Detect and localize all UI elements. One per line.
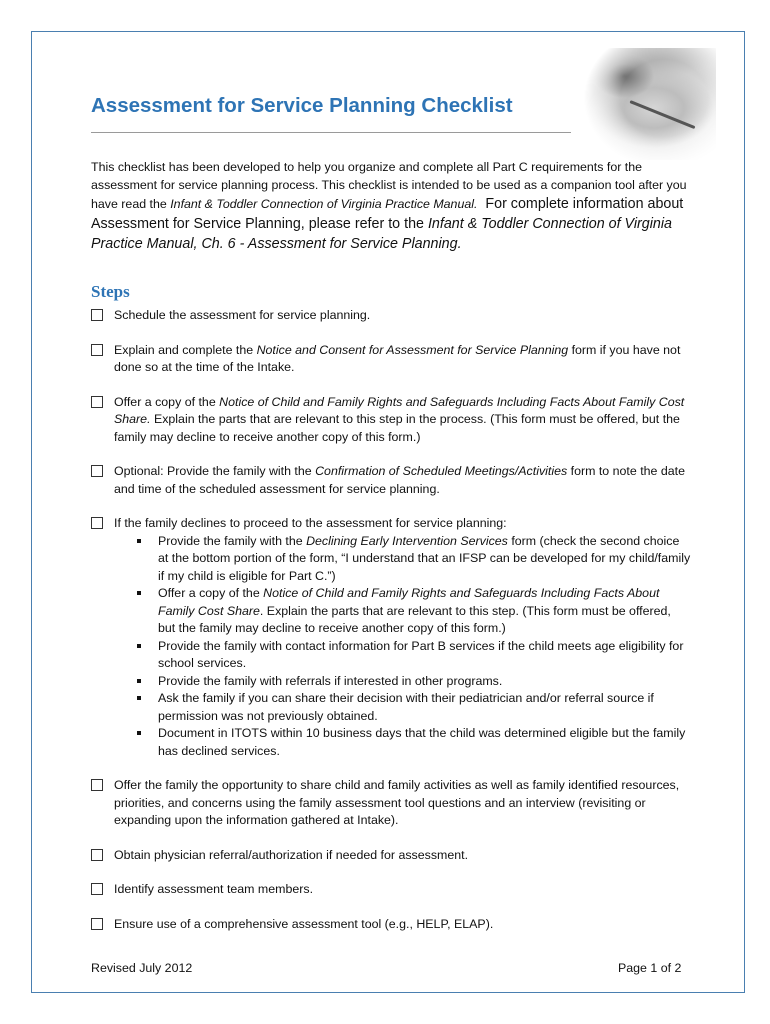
intro-manual-chapter: Infant & Toddler Connection of Virginia Practice Manual, Ch. 6 - Assessment for Service Planning. <box>91 216 672 252</box>
step-checkbox[interactable] <box>91 883 103 895</box>
intro-manual-title: Infant & Toddler Connection of Virginia Practice Manual. <box>170 197 478 211</box>
step-item <box>91 777 691 830</box>
substep-item: Provide the family with the Declining Early Intervention Services form (check the second choice at the bottom portion of the form, “I understand that an IFSP can be developed for my child/family if my child is eligible for Part C.”) <box>158 533 691 586</box>
step-text: Identify assessment team members. <box>114 882 314 896</box>
substep-item: Provide the family with referrals if interested in other programs. <box>158 673 691 691</box>
step-item <box>91 394 691 447</box>
pen-shape <box>629 100 695 129</box>
step-text: Offer a copy of the Notice of Child and Family Rights and Safeguards Including Facts About Family Cost Share. Explain the parts that are relevant to this step in the process. (This form must be offered, but the family may decline to receive another copy of this form.) <box>114 394 685 444</box>
step-text: If the family declines to proceed to the assessment for service planning: <box>114 516 507 530</box>
step-item <box>91 881 691 899</box>
step-item <box>91 515 691 760</box>
square-bullet-icon <box>137 644 141 648</box>
step-text: Ensure use of a comprehensive assessment tool (e.g., HELP, ELAP). <box>114 916 494 931</box>
step-checkbox[interactable] <box>91 309 103 321</box>
footer-revised-date: Revised July 2012 <box>91 961 193 975</box>
substep-item: Offer a copy of the Notice of Child and Family Rights and Safeguards Including Facts About Family Cost Share. Explain the parts that are relevant to this step. (This form must be offered, but the family may decline to receive another copy of this form.) <box>158 585 691 638</box>
declined-substeps-list <box>114 533 691 761</box>
step-checkbox[interactable] <box>91 396 103 408</box>
square-bullet-icon <box>137 696 141 700</box>
step-text: Offer the family the opportunity to share child and family activities as well as family identified resources, priorities, and concerns using the family assessment tool questions and an interview (revisiting or expanding upon the information gathered at Intake). <box>114 778 680 827</box>
square-bullet-icon <box>137 539 141 543</box>
steps-heading: Steps <box>91 282 130 301</box>
step-text: Explain and complete the Notice and Consent for Assessment for Service Planning form if you have not done so at the time of the Intake. <box>114 342 681 374</box>
page-title: Assessment for Service Planning Checklist <box>91 94 513 117</box>
step-item <box>91 342 691 377</box>
square-bullet-icon <box>137 731 141 735</box>
header-photo-writing-hand <box>584 48 716 160</box>
steps-list <box>91 307 691 933</box>
substep-item: Document in ITOTS within 10 business days that the child was determined eligible but the family has declined services. <box>158 725 691 760</box>
substep-item: Ask the family if you can share their decision with their pediatrician and/or referral source if permission was not previously obtained. <box>158 690 691 725</box>
step-checkbox[interactable] <box>91 779 103 791</box>
step-item <box>91 307 691 325</box>
step-checkbox[interactable] <box>91 918 103 930</box>
step-text: Schedule the assessment for service planning. <box>114 308 371 322</box>
intro-paragraph <box>91 158 691 254</box>
step-checkbox[interactable] <box>91 849 103 861</box>
square-bullet-icon <box>137 679 141 683</box>
step-text: Obtain physician referral/authorization if needed for assessment. <box>114 847 469 862</box>
step-text: Optional: Provide the family with the Confirmation of Scheduled Meetings/Activities form to note the date and time of the scheduled assessment for service planning. <box>114 464 685 496</box>
step-checkbox[interactable] <box>91 465 103 477</box>
step-item <box>91 847 691 865</box>
substep-item: Provide the family with contact information for Part B services if the child meets age eligibility for school services. <box>158 638 691 673</box>
footer-page-number: Page 1 of 2 <box>618 961 682 975</box>
step-item <box>91 916 691 934</box>
intro-text-1: This checklist has been developed to help you organize and complete all Part C requirements for the assessment for service planning process. This checklist is intended to be used as a companion tool after you have read the <box>91 160 687 211</box>
step-item <box>91 463 691 498</box>
step-checkbox[interactable] <box>91 517 103 529</box>
title-divider <box>91 132 571 133</box>
square-bullet-icon <box>137 591 141 595</box>
step-checkbox[interactable] <box>91 344 103 356</box>
intro-text-2: For complete information about Assessment for Service Planning, please refer to the <box>91 196 684 232</box>
